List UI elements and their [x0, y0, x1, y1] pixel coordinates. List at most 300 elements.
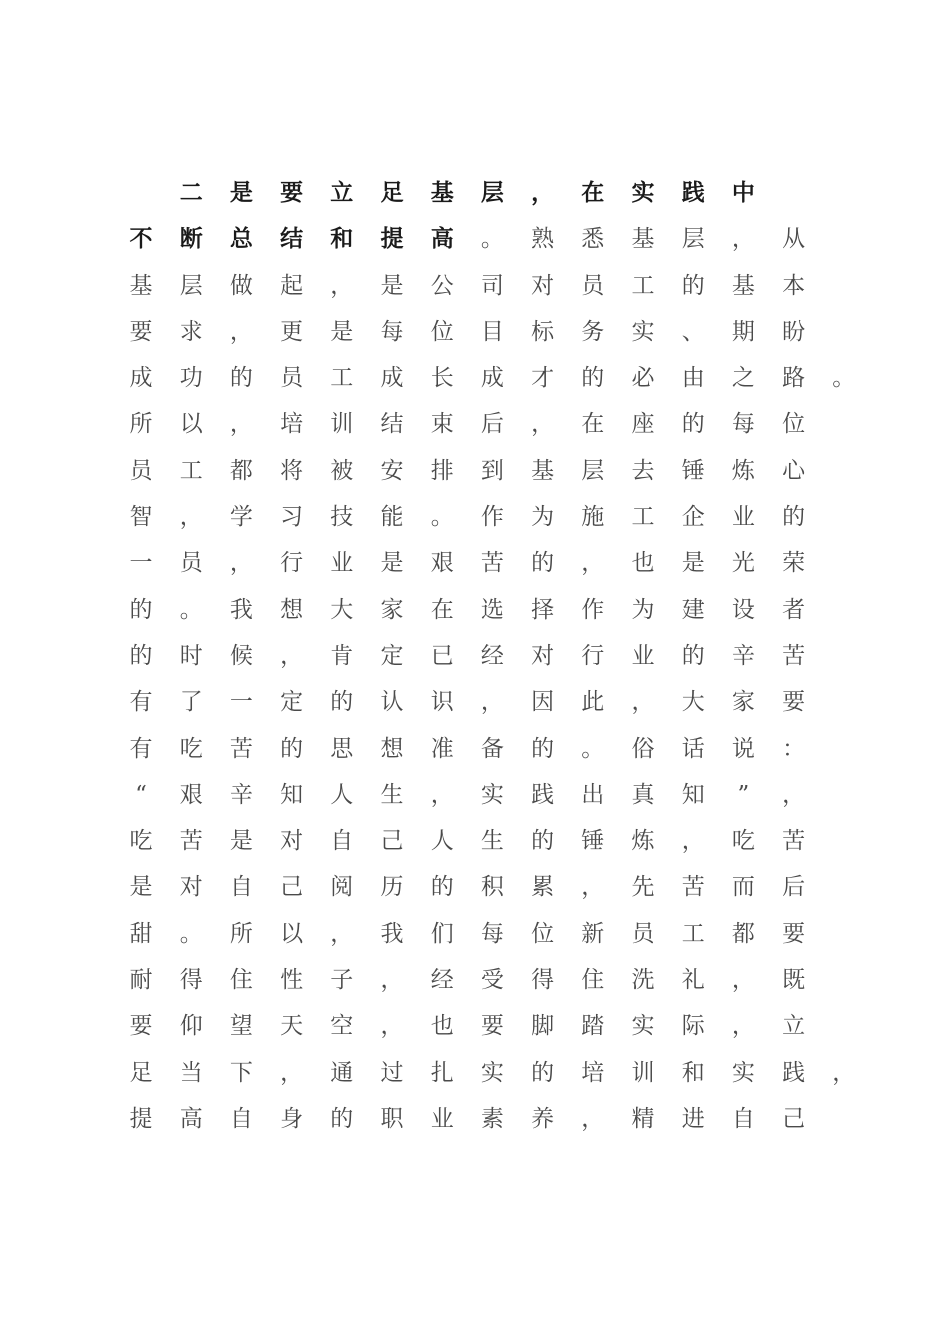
text-line — [116, 355, 876, 401]
text-line — [116, 216, 876, 262]
text-char: 工 — [631, 504, 655, 531]
text-char: 。 — [832, 365, 856, 392]
text-char: 苦 — [480, 550, 504, 577]
text-char: 生 — [380, 781, 404, 808]
text-char: 。 — [480, 226, 504, 253]
text-char: 吃 — [129, 828, 153, 855]
text-char: ， — [179, 504, 203, 531]
text-char: 实 — [631, 318, 655, 345]
text-char: 已 — [430, 642, 454, 669]
text-char: 话 — [681, 735, 705, 762]
text-char: 的 — [229, 365, 253, 392]
text-char: 经 — [480, 642, 504, 669]
text-char: 的 — [531, 550, 555, 577]
text-char: 施 — [581, 504, 605, 531]
text-char: 的 — [330, 689, 354, 716]
text-char: “ — [135, 781, 147, 808]
text-char: ， — [731, 1013, 755, 1040]
text-char: 的 — [681, 411, 705, 438]
text-char: 仰 — [179, 1013, 203, 1040]
text-char: 路 — [782, 365, 806, 392]
text-char: 实 — [480, 1059, 504, 1086]
text-char: 备 — [480, 735, 504, 762]
text-char: 要 — [129, 1013, 153, 1040]
text-char: 锤 — [681, 457, 705, 484]
text-char: ， — [380, 967, 404, 994]
text-char: ， — [681, 828, 705, 855]
text-char: 人 — [430, 828, 454, 855]
text-char: 锤 — [581, 828, 605, 855]
text-char: 位 — [782, 411, 806, 438]
text-char: 吃 — [179, 735, 203, 762]
body-paragraph — [116, 170, 876, 1142]
text-char: 了 — [179, 689, 203, 716]
text-char: 性 — [280, 967, 304, 994]
text-char: 高 — [430, 225, 454, 253]
text-char: 己 — [782, 1105, 806, 1132]
text-char: 礼 — [681, 967, 705, 994]
text-char: 耐 — [129, 967, 153, 994]
text-char: 洗 — [631, 967, 655, 994]
text-char: 际 — [681, 1013, 705, 1040]
text-char: 。 — [581, 735, 605, 762]
text-line — [116, 309, 876, 355]
text-char: 大 — [330, 596, 354, 623]
text-char: 自 — [330, 828, 354, 855]
text-char: 座 — [631, 411, 655, 438]
text-char: 基 — [531, 457, 555, 484]
text-char: 每 — [380, 318, 404, 345]
text-char: 生 — [480, 828, 504, 855]
text-char: ， — [430, 781, 454, 808]
text-char: ， — [631, 689, 655, 716]
text-char: 为 — [631, 596, 655, 623]
text-char: ， — [581, 874, 605, 901]
text-char: ， — [581, 1105, 605, 1132]
text-char: 时 — [179, 642, 203, 669]
text-char: 起 — [280, 272, 304, 299]
text-char: 基 — [731, 272, 755, 299]
text-char: 也 — [430, 1013, 454, 1040]
text-char: 是 — [229, 179, 253, 206]
text-char: 光 — [731, 550, 755, 577]
text-char: 每 — [731, 411, 755, 438]
text-char: 辛 — [229, 781, 253, 808]
text-char: 设 — [731, 596, 755, 623]
text-char: 本 — [782, 272, 806, 299]
text-char: ， — [280, 1059, 304, 1086]
text-char: 之 — [731, 365, 755, 392]
text-char: ， — [229, 550, 253, 577]
text-char: ， — [480, 689, 504, 716]
text-char: 苦 — [782, 828, 806, 855]
text-char: 提 — [380, 225, 404, 253]
text-char: 要 — [280, 179, 304, 206]
text-char: 荣 — [782, 550, 806, 577]
text-char: 践 — [782, 1059, 806, 1086]
text-char: 天 — [280, 1013, 304, 1040]
text-char: 先 — [631, 874, 655, 901]
text-char: 苦 — [179, 828, 203, 855]
text-char: 去 — [631, 457, 655, 484]
text-char: 培 — [280, 411, 304, 438]
text-char: 素 — [480, 1105, 504, 1132]
text-char: 进 — [681, 1105, 705, 1132]
text-line — [116, 540, 876, 586]
text-char: 在 — [581, 179, 605, 206]
text-char: 以 — [280, 920, 304, 947]
text-char: 炼 — [631, 828, 655, 855]
text-char: 成 — [480, 365, 504, 392]
text-char: 不 — [129, 225, 153, 253]
text-char: 吃 — [731, 828, 755, 855]
text-char: 对 — [531, 642, 555, 669]
text-line — [116, 401, 876, 447]
text-line — [116, 1050, 876, 1096]
text-char: 是 — [330, 318, 354, 345]
text-char: 的 — [581, 365, 605, 392]
text-char: 的 — [430, 874, 454, 901]
text-char: 想 — [280, 596, 304, 623]
text-char: 过 — [380, 1059, 404, 1086]
text-char: 实 — [480, 781, 504, 808]
text-char: 精 — [631, 1105, 655, 1132]
text-char: 苦 — [782, 642, 806, 669]
text-char: 得 — [531, 967, 555, 994]
text-line — [116, 772, 876, 818]
text-char: 一 — [229, 689, 253, 716]
text-char: 每 — [480, 920, 504, 947]
text-char: 标 — [531, 318, 555, 345]
text-char: 的 — [681, 272, 705, 299]
text-char: 工 — [330, 365, 354, 392]
text-char: 培 — [581, 1059, 605, 1086]
text-char: 二 — [179, 179, 203, 206]
text-char: 结 — [380, 411, 404, 438]
text-char: 为 — [531, 504, 555, 531]
text-char: 熟 — [531, 226, 555, 253]
text-char: 业 — [731, 504, 755, 531]
text-char: 的 — [531, 828, 555, 855]
text-char: 功 — [179, 365, 203, 392]
text-char: 中 — [731, 179, 755, 206]
text-char: ， — [280, 642, 304, 669]
text-char: 由 — [681, 365, 705, 392]
text-char: 择 — [531, 596, 555, 623]
text-char: 才 — [531, 365, 555, 392]
text-char: 候 — [229, 642, 253, 669]
text-char: ” — [737, 781, 750, 808]
text-char: 业 — [330, 550, 354, 577]
text-char: 基 — [129, 272, 153, 299]
text-char: 空 — [330, 1013, 354, 1040]
text-char: 位 — [430, 318, 454, 345]
text-char: 技 — [330, 504, 354, 531]
text-char: 司 — [480, 272, 504, 299]
text-char: 真 — [631, 781, 655, 808]
text-char: 通 — [330, 1059, 354, 1086]
text-char: 对 — [179, 874, 203, 901]
text-char: 思 — [330, 735, 354, 762]
text-char: 是 — [380, 550, 404, 577]
text-char: 践 — [531, 781, 555, 808]
text-char: 家 — [731, 689, 755, 716]
text-char: 辛 — [731, 642, 755, 669]
text-char: 员 — [631, 920, 655, 947]
text-char: 我 — [229, 596, 253, 623]
text-line — [116, 864, 876, 910]
text-char: 的 — [681, 642, 705, 669]
text-char: ， — [531, 411, 555, 438]
text-char: 说 — [731, 735, 755, 762]
text-char: 员 — [129, 457, 153, 484]
text-char: 工 — [631, 272, 655, 299]
text-line — [116, 170, 876, 216]
text-line — [116, 263, 876, 309]
text-char: ， — [330, 920, 354, 947]
text-char: 要 — [129, 318, 153, 345]
text-char: 要 — [782, 689, 806, 716]
text-char: 因 — [531, 689, 555, 716]
text-char: 当 — [179, 1059, 203, 1086]
text-char: 行 — [280, 550, 304, 577]
text-char: ， — [782, 781, 806, 808]
text-char: 作 — [480, 504, 504, 531]
text-char: 既 — [782, 967, 806, 994]
text-char: 基 — [631, 226, 655, 253]
text-char: 识 — [430, 689, 454, 716]
text-char: 自 — [229, 874, 253, 901]
text-char: 悉 — [581, 226, 605, 253]
text-char: ， — [731, 967, 755, 994]
text-char: 高 — [179, 1105, 203, 1132]
text-char: 的 — [280, 735, 304, 762]
text-char: 实 — [631, 179, 655, 206]
text-char: 苦 — [229, 735, 253, 762]
text-char: 业 — [631, 642, 655, 669]
text-char: 想 — [380, 735, 404, 762]
text-char: 住 — [229, 967, 253, 994]
text-char: 成 — [129, 365, 153, 392]
text-char: 智 — [129, 504, 153, 531]
text-char: 对 — [531, 272, 555, 299]
text-char: 层 — [480, 179, 504, 206]
text-char: 历 — [380, 874, 404, 901]
text-char: 员 — [280, 365, 304, 392]
text-char: 艰 — [179, 781, 203, 808]
text-char: ： — [782, 735, 806, 762]
text-char: 束 — [430, 411, 454, 438]
text-line — [116, 633, 876, 679]
text-char: 实 — [731, 1059, 755, 1086]
text-char: 后 — [480, 411, 504, 438]
text-char: 足 — [129, 1059, 153, 1086]
text-char: 企 — [681, 504, 705, 531]
text-char: 员 — [581, 272, 605, 299]
text-char: 的 — [129, 642, 153, 669]
text-char: 排 — [430, 457, 454, 484]
text-line — [116, 587, 876, 633]
text-char: 基 — [430, 179, 454, 206]
text-line — [116, 957, 876, 1003]
text-char: 者 — [782, 596, 806, 623]
text-char: 要 — [480, 1013, 504, 1040]
text-char: 位 — [531, 920, 555, 947]
text-char: 层 — [681, 226, 705, 253]
text-char: 是 — [681, 550, 705, 577]
text-char: 训 — [631, 1059, 655, 1086]
text-char: 而 — [731, 874, 755, 901]
text-char: 是 — [380, 272, 404, 299]
text-char: 家 — [380, 596, 404, 623]
text-char: 定 — [380, 642, 404, 669]
text-char: 阅 — [330, 874, 354, 901]
text-char: 立 — [782, 1013, 806, 1040]
text-char: 训 — [330, 411, 354, 438]
text-char: 住 — [581, 967, 605, 994]
text-char: 必 — [631, 365, 655, 392]
text-char: ， — [731, 226, 755, 253]
text-char: 一 — [129, 550, 153, 577]
text-char: 将 — [280, 457, 304, 484]
text-char: 甜 — [129, 920, 153, 947]
text-char: 以 — [179, 411, 203, 438]
text-char: 被 — [330, 457, 354, 484]
text-char: 知 — [280, 781, 304, 808]
text-char: 和 — [681, 1059, 705, 1086]
text-char: 己 — [380, 828, 404, 855]
text-char: 实 — [631, 1013, 655, 1040]
text-char: 受 — [480, 967, 504, 994]
text-char: 学 — [229, 504, 253, 531]
text-char: 经 — [430, 967, 454, 994]
text-char: 得 — [179, 967, 203, 994]
text-char: 成 — [380, 365, 404, 392]
text-char: 从 — [782, 226, 806, 253]
text-char: 作 — [581, 596, 605, 623]
text-line — [116, 818, 876, 864]
text-char: 脚 — [531, 1013, 555, 1040]
text-char: ， — [380, 1013, 404, 1040]
text-char: 。 — [179, 920, 203, 947]
text-char: 立 — [330, 179, 354, 206]
text-char: 选 — [480, 596, 504, 623]
text-char: 子 — [330, 967, 354, 994]
text-char: 足 — [380, 179, 404, 206]
text-char: 目 — [480, 318, 504, 345]
text-char: 有 — [129, 735, 153, 762]
text-char: 有 — [129, 689, 153, 716]
text-line — [116, 448, 876, 494]
text-char: 结 — [280, 225, 304, 253]
text-char: 业 — [430, 1105, 454, 1132]
text-char: 务 — [581, 318, 605, 345]
text-char: 总 — [229, 225, 253, 253]
text-char: 都 — [229, 457, 253, 484]
text-char: 新 — [581, 920, 605, 947]
text-char: 大 — [681, 689, 705, 716]
text-char: 准 — [430, 735, 454, 762]
text-char: 。 — [179, 596, 203, 623]
text-char: 长 — [430, 365, 454, 392]
text-char: 员 — [179, 550, 203, 577]
text-char: 工 — [681, 920, 705, 947]
text-char: 工 — [179, 457, 203, 484]
text-char: 对 — [280, 828, 304, 855]
text-char: 自 — [229, 1105, 253, 1132]
text-char: ， — [581, 550, 605, 577]
text-char: 也 — [631, 550, 655, 577]
text-char: 出 — [581, 781, 605, 808]
text-char: 践 — [681, 179, 705, 206]
text-line — [116, 679, 876, 725]
text-char: 建 — [681, 596, 705, 623]
text-char: 下 — [229, 1059, 253, 1086]
text-char: ， — [832, 1059, 856, 1086]
text-char: 是 — [129, 874, 153, 901]
text-char: 的 — [531, 1059, 555, 1086]
text-char: 公 — [430, 272, 454, 299]
text-char: 做 — [229, 272, 253, 299]
text-line — [116, 726, 876, 772]
text-char: 己 — [280, 874, 304, 901]
text-char: 求 — [179, 318, 203, 345]
text-char: 要 — [782, 920, 806, 947]
text-char: 人 — [330, 781, 354, 808]
text-line — [116, 1003, 876, 1049]
text-char: 。 — [430, 504, 454, 531]
text-char: 习 — [280, 504, 304, 531]
text-char: 到 — [480, 457, 504, 484]
text-char: 认 — [380, 689, 404, 716]
text-char: 望 — [229, 1013, 253, 1040]
text-line — [116, 1096, 876, 1142]
text-char: 行 — [581, 642, 605, 669]
text-char: 期 — [731, 318, 755, 345]
text-char: 知 — [681, 781, 705, 808]
text-line — [116, 494, 876, 540]
text-char: 定 — [280, 689, 304, 716]
text-char: 身 — [280, 1105, 304, 1132]
text-line — [116, 911, 876, 957]
text-char: 炼 — [731, 457, 755, 484]
text-char: 后 — [782, 874, 806, 901]
text-char: 我 — [380, 920, 404, 947]
text-char: 、 — [681, 318, 705, 345]
text-char: 们 — [430, 920, 454, 947]
text-char: 苦 — [681, 874, 705, 901]
text-char: 提 — [129, 1105, 153, 1132]
text-char: ， — [229, 411, 253, 438]
text-char: 此 — [581, 689, 605, 716]
text-char: 能 — [380, 504, 404, 531]
text-char: 盼 — [782, 318, 806, 345]
text-char: 踏 — [581, 1013, 605, 1040]
text-char: 积 — [480, 874, 504, 901]
text-char: 艰 — [430, 550, 454, 577]
text-char: 心 — [782, 457, 806, 484]
text-char: 所 — [229, 920, 253, 947]
text-char: 的 — [129, 596, 153, 623]
text-char: 的 — [330, 1105, 354, 1132]
text-char: 在 — [581, 411, 605, 438]
text-char: 养 — [531, 1105, 555, 1132]
text-char: 断 — [179, 225, 203, 253]
text-char: 层 — [581, 457, 605, 484]
text-char: ， — [229, 318, 253, 345]
text-char: 在 — [430, 596, 454, 623]
text-char: 是 — [229, 828, 253, 855]
